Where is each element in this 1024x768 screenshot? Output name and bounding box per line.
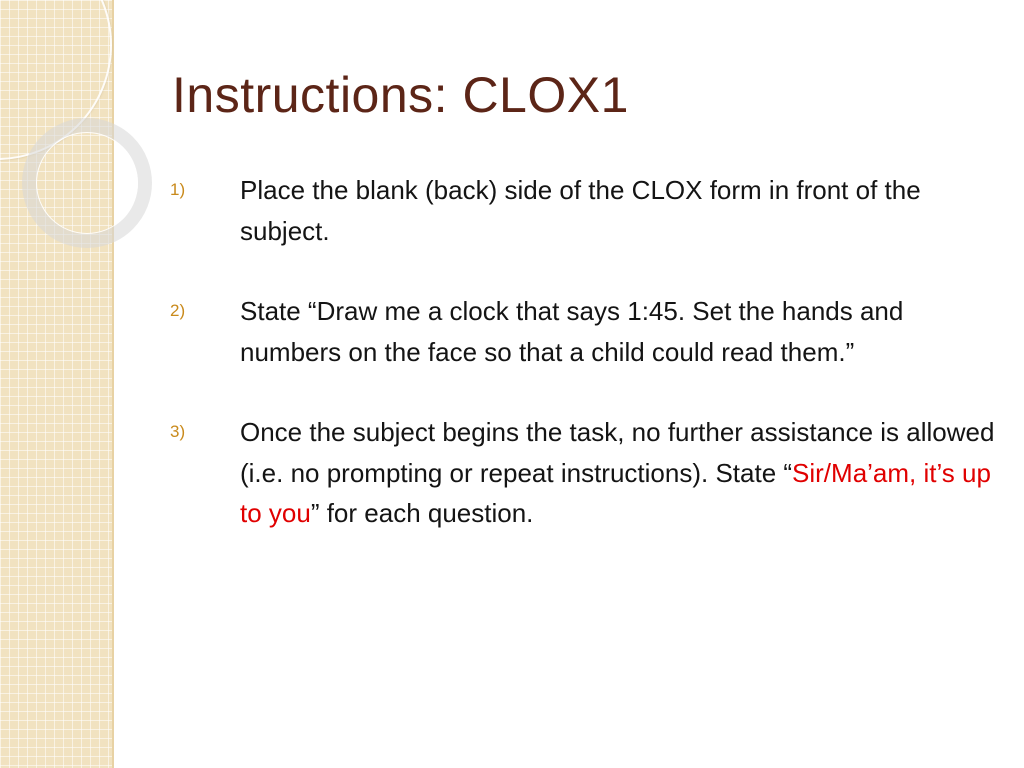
item-text: Place the blank (back) side of the CLOX form in front of the subject. xyxy=(240,175,921,246)
item-number: 2) xyxy=(170,301,186,320)
item-text: State “Draw me a clock that says 1:45. Set the hands and numbers on the face so that a child could read them.” xyxy=(240,296,904,367)
item-text-after: ” for each question. xyxy=(310,498,534,528)
list-item xyxy=(170,170,1000,251)
decorative-ring-small-inner xyxy=(36,132,138,234)
slide-title: Instructions: CLOX1 xyxy=(172,67,629,123)
highlighted-phrase: Sir/Ma’am, it’s up to you xyxy=(240,457,991,528)
item-text xyxy=(240,412,1000,534)
item-number: 1) xyxy=(170,180,186,199)
item-number: 3) xyxy=(170,422,186,441)
instruction-list xyxy=(170,170,1000,574)
item-text-before: Once the subject begins the task, no further assistance is allowed (i.e. no prompting or repeat instructions). State “ xyxy=(240,417,995,488)
list-item xyxy=(170,412,1000,534)
list-item xyxy=(170,291,1000,372)
decorative-side-band xyxy=(0,0,114,768)
